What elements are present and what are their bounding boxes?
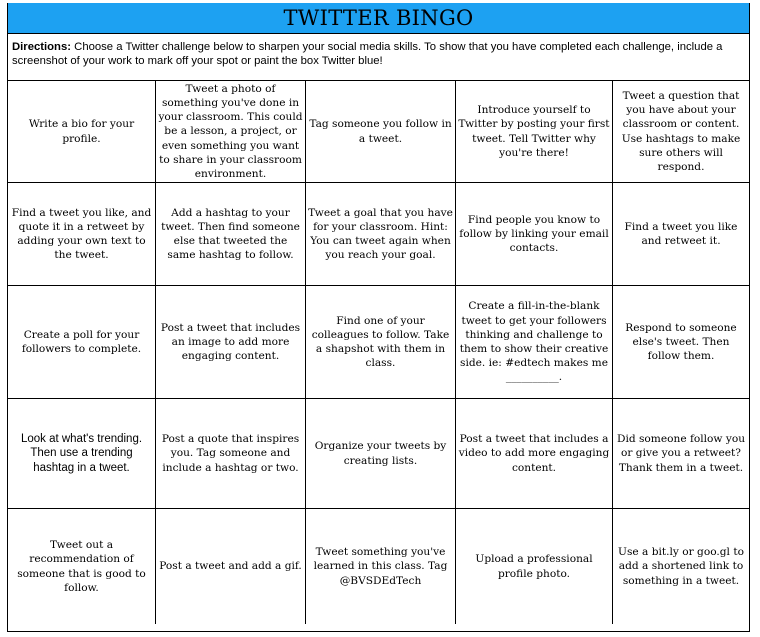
bingo-cell[interactable] xyxy=(613,183,749,286)
bingo-cell[interactable] xyxy=(156,286,306,399)
bingo-cell[interactable] xyxy=(456,183,613,286)
bingo-cell-text: Upload a professional profile photo. xyxy=(475,553,593,580)
bingo-cell-text: Post a tweet that includes an image to add more engaging content. xyxy=(160,321,301,363)
bingo-cell[interactable] xyxy=(613,509,749,624)
page-title: TWITTER BINGO xyxy=(283,6,474,30)
bingo-cell-text: Respond to someone else's tweet. Then follow them. xyxy=(625,321,737,363)
directions-label: Directions: xyxy=(12,41,72,53)
bingo-cell-text: Find people you know to follow by linking your email contacts. xyxy=(459,213,609,255)
bingo-cell[interactable] xyxy=(8,399,156,509)
bingo-cell[interactable] xyxy=(306,399,456,509)
bingo-cell-text: Did someone follow you or give you a retweet? Thank them in a tweet. xyxy=(616,433,746,474)
title-bar xyxy=(8,3,749,34)
bingo-cell-text: Introduce yourself to Twitter by posting your first tweet. Tell Twitter why you're there! xyxy=(458,104,610,159)
bingo-cell[interactable] xyxy=(156,399,306,509)
bingo-cell-text: Create a poll for your followers to complete. xyxy=(21,328,142,355)
bingo-cell[interactable] xyxy=(613,399,749,509)
bingo-cell[interactable] xyxy=(156,183,306,286)
bingo-cell[interactable] xyxy=(8,509,156,624)
bingo-cell[interactable] xyxy=(306,509,456,624)
bingo-cell[interactable] xyxy=(8,81,156,183)
bingo-cell-text: Tag someone you follow in a tweet. xyxy=(309,118,452,145)
bingo-cell[interactable] xyxy=(456,286,613,399)
directions-text: Choose a Twitter challenge below to sharpen your social media skills. To show that you have completed each challenge, include a screenshot of your work to mark off your spot or paint the box Twitter blue! xyxy=(12,41,723,67)
bingo-cell[interactable] xyxy=(613,286,749,399)
bingo-cell[interactable] xyxy=(306,81,456,183)
bingo-cell-text: Create a fill-in-the-blank tweet to get your followers thinking and challenge to them to show their creative side. ie: #edtech makes me __________. xyxy=(459,300,609,384)
bingo-cell-text: Use a bit.ly or goo.gl to add a shortened link to something in a tweet. xyxy=(618,546,744,587)
bingo-cell-text: Add a hashtag to your tweet. Then find someone else that tweeted the same hashtag to follow. xyxy=(161,206,300,262)
bingo-cell-text: Look at what's trending. Then use a trending hashtag in a tweet. xyxy=(20,432,143,474)
bingo-cell[interactable] xyxy=(306,286,456,399)
bingo-cell-text: Post a tweet and add a gif. xyxy=(159,560,302,573)
bingo-sheet xyxy=(7,3,750,632)
bingo-cell-text: Organize your tweets by creating lists. xyxy=(314,440,447,467)
directions xyxy=(8,34,749,81)
bingo-cell[interactable] xyxy=(306,183,456,286)
bingo-cell-text: Find a tweet you like, and quote it in a retweet by adding your own text to the tweet. xyxy=(11,206,152,262)
bingo-cell-text: Find a tweet you like and retweet it. xyxy=(624,220,738,247)
bingo-cell[interactable] xyxy=(456,81,613,183)
bingo-cell-text: Tweet a goal that you have for your classroom. Hint: You can tweet again when you reach your goal. xyxy=(308,206,453,262)
bingo-cell-text: Tweet something you've learned in this class. Tag @BVSDEdTech xyxy=(313,546,448,587)
bingo-cell[interactable] xyxy=(156,509,306,624)
bingo-cell-text: Tweet a question that you have about your classroom or content. Use hashtags to make sure others will respond. xyxy=(621,89,741,173)
bingo-cell[interactable] xyxy=(613,81,749,183)
bingo-cell-text: Write a bio for your profile. xyxy=(28,118,135,145)
bingo-cell-text: Tweet out a recommendation of someone that is good to follow. xyxy=(17,539,146,594)
bingo-cell[interactable] xyxy=(156,81,306,183)
bingo-cell-text: Find one of your colleagues to follow. Take a shapshot with them in class. xyxy=(311,314,450,370)
bingo-cell-text: Post a tweet that includes a video to add more engaging content. xyxy=(458,433,610,474)
bingo-cell-text: Post a quote that inspires you. Tag someone and include a hashtag or two. xyxy=(161,433,300,474)
bingo-cell[interactable] xyxy=(8,183,156,286)
bingo-grid xyxy=(8,81,749,624)
bingo-cell[interactable] xyxy=(8,286,156,399)
bingo-cell[interactable] xyxy=(456,399,613,509)
bingo-cell[interactable] xyxy=(456,509,613,624)
bingo-cell-text: Tweet a photo of something you've done in your classroom. This could be a lesson, a project, or even something you want to share in your classroom environment. xyxy=(158,82,303,180)
